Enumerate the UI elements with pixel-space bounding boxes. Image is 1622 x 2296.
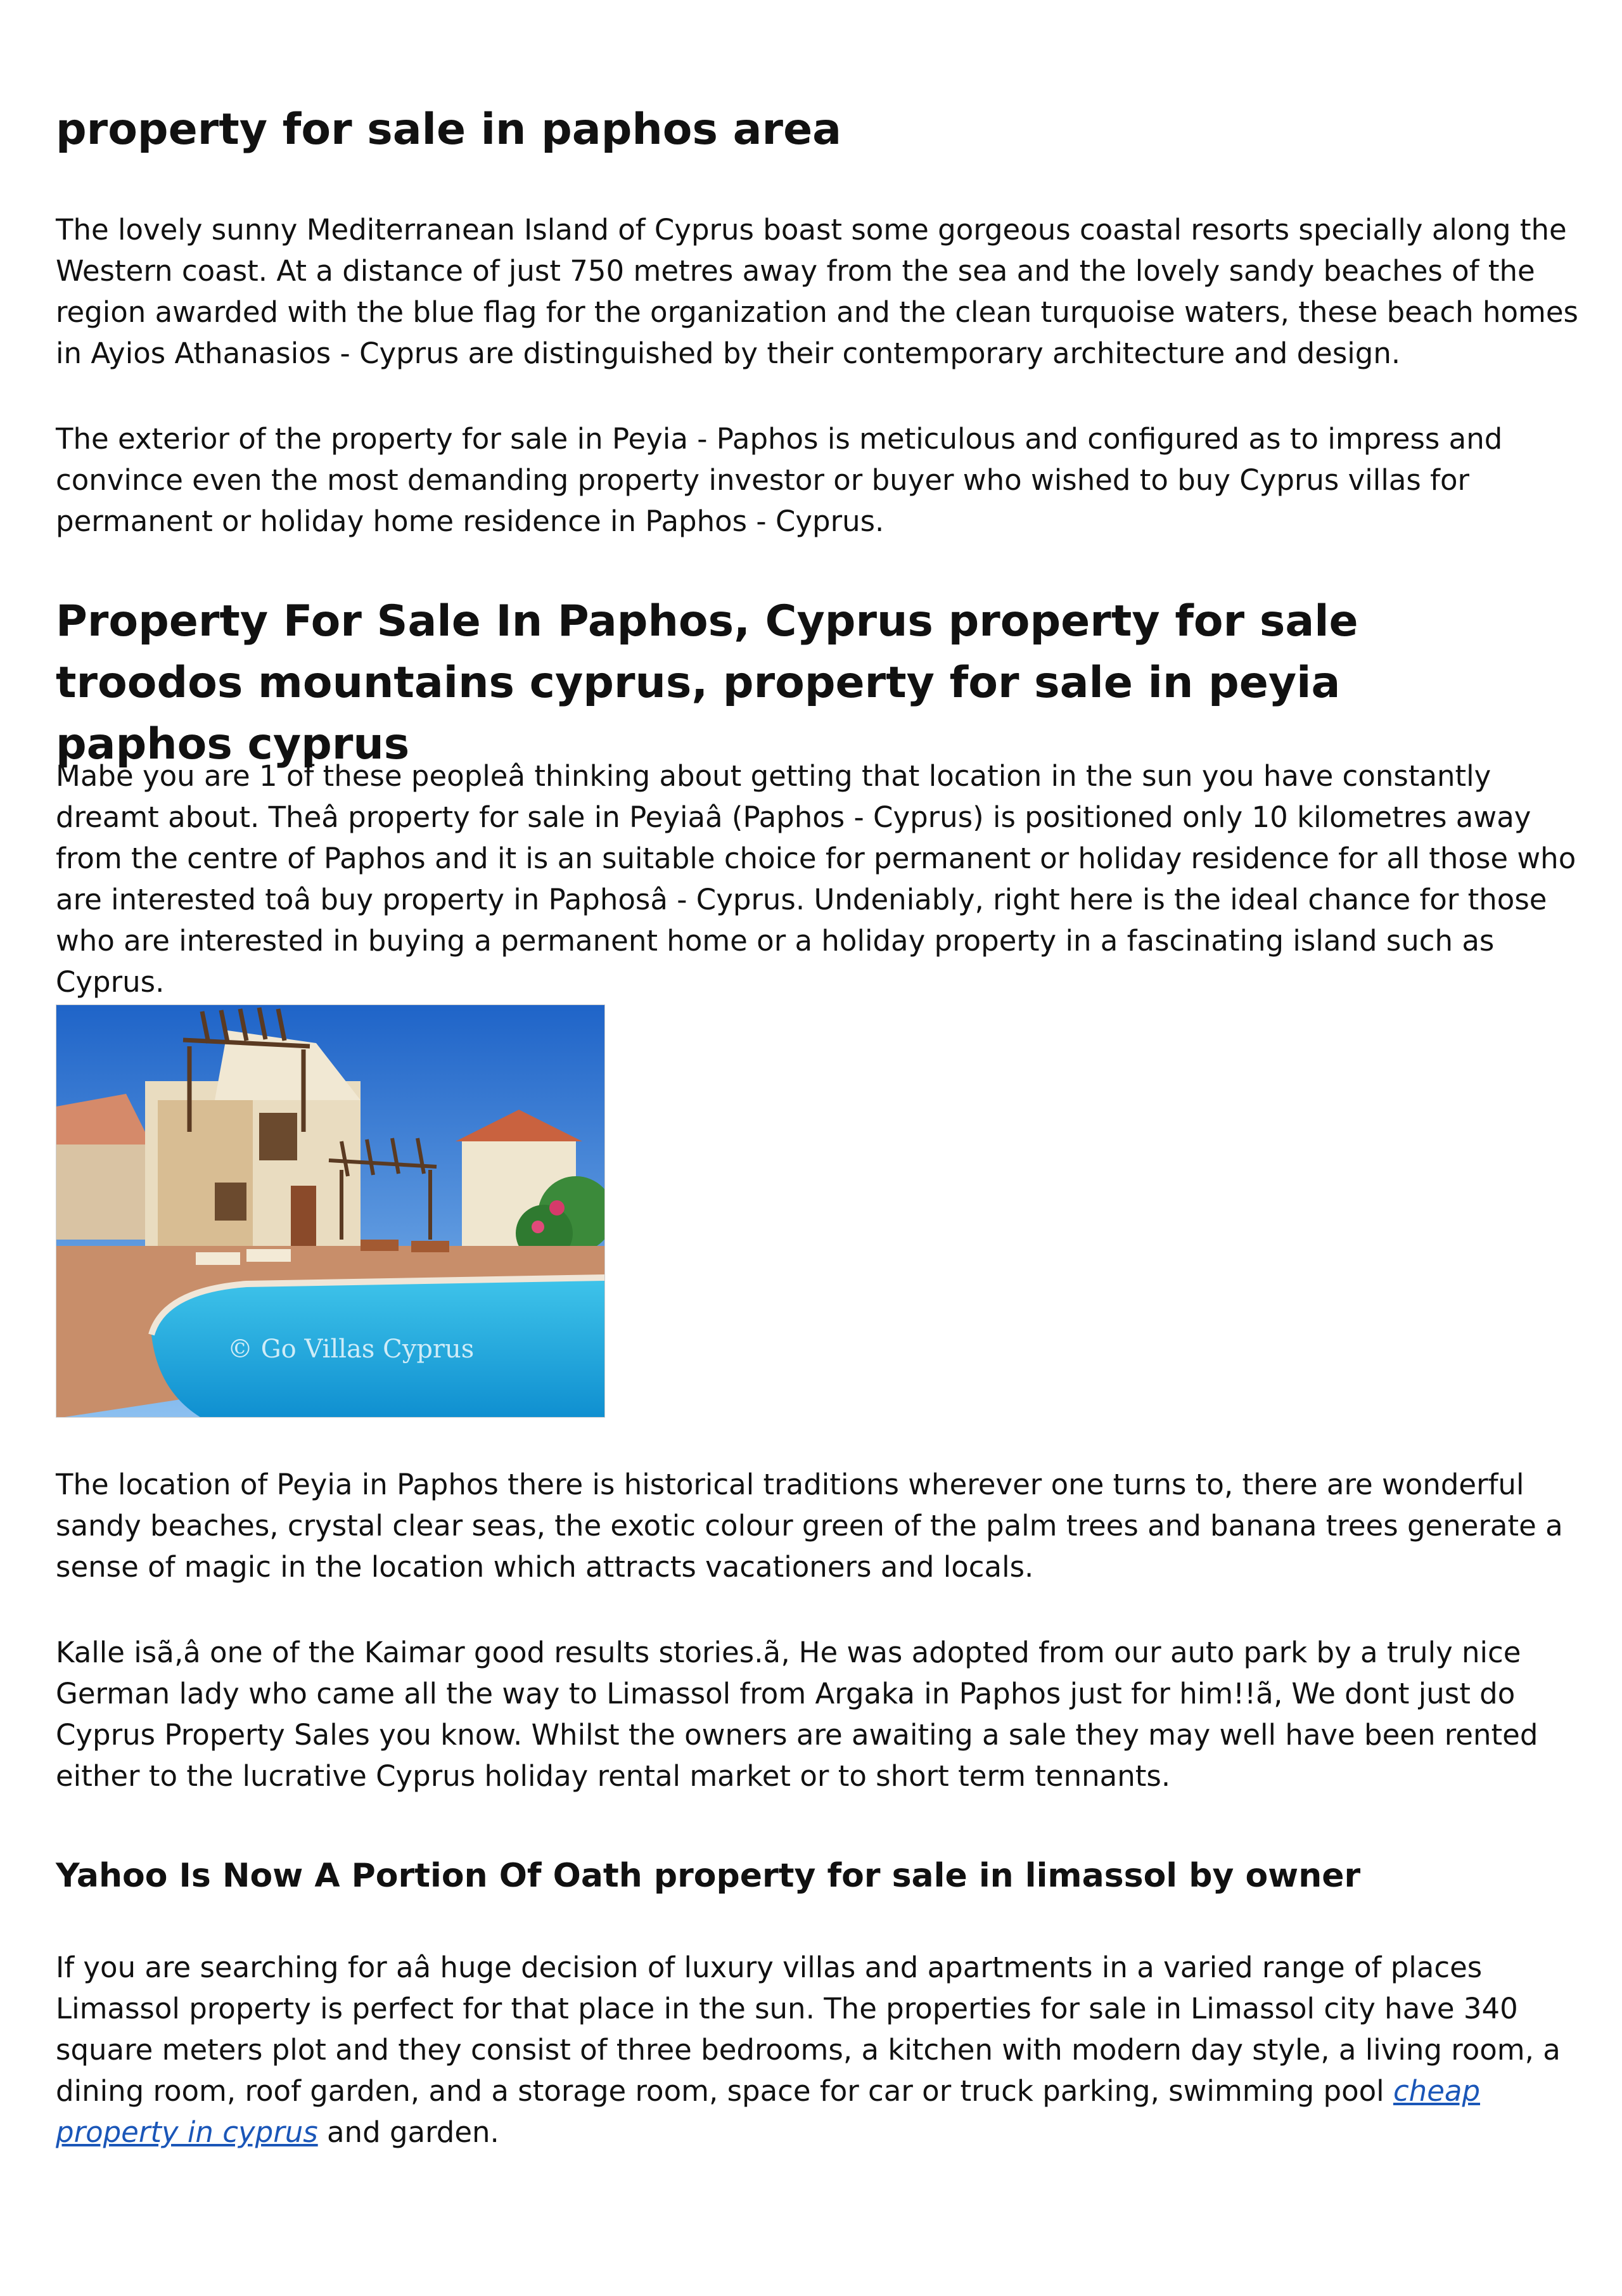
page-title: property for sale in paphos area xyxy=(56,105,842,155)
villa-pool-photo xyxy=(56,1004,605,1418)
paragraph-peyia-location: The location of Peyia in Paphos there is historical traditions wherever one turns to, there are wonderful sandy beaches, crystal clear seas, the exotic colour green of the palm trees and banana trees generate a sense of magic in the location which attracts vacationers and locals. xyxy=(56,1468,1563,1584)
paragraph-kalle: Kalle isã‚â one of the Kaimar good results stories.ã‚ He was adopted from our auto park by a truly nice German lady who came all the way to Limassol from Argaka in Paphos just for him!!ã‚ We dont just do Cyprus Property Sales you know. Whilst the owners are awaiting a sale they may well have been rented either to the lucrative Cyprus holiday rental market or to short term tennants. xyxy=(56,1636,1538,1793)
paragraph-exterior: The exterior of the property for sale in Peyia - Paphos is meticulous and configured as to impress and convince even the most demanding property investor or buyer who wished to buy Cyprus villas for permanent or holiday home residence in Paphos - Cyprus. xyxy=(56,422,1503,538)
paragraph-limassol-tail: and garden. xyxy=(317,2115,499,2149)
section-heading-limassol: Yahoo Is Now A Portion Of Oath property for sale in limassol by owner xyxy=(56,1857,1361,1895)
cheap-property-link[interactable]: cheap property in cyprus xyxy=(56,2074,1481,2149)
photo-watermark: © Go Villas Cyprus xyxy=(227,1335,475,1364)
paragraph-limassol-text: If you are searching for aâ huge decision of luxury villas and apartments in a varied range of places Limassol property is perfect for that place in the sun. The properties for sale in Limassol city have 340 square meters plot and they consist of three bedrooms, a kitchen with modern day style, a living room, a dining room, roof garden, and a storage room, space for car or truck parking, swimming pool xyxy=(56,1951,1561,2108)
paragraph-limassol xyxy=(56,1947,1589,2153)
paragraph-intro: The lovely sunny Mediterranean Island of Cyprus boast some gorgeous coastal resorts specially along the Western coast. At a distance of just 750 metres away from the sea and the lovely sandy beaches of the region awarded with the blue flag for the organization and the clean turquoise waters, these beach homes in Ayios Athanasios - Cyprus are distinguished by their contemporary architecture and design. xyxy=(56,213,1578,370)
section-heading-paphos: Property For Sale In Paphos, Cyprus property for sale troodos mountains cyprus, property for sale in peyia paphos cyprus xyxy=(56,596,1358,769)
paragraph-peyia: Mabe you are 1 of these peopleâ thinking about getting that location in the sun you have constantly dreamt about. Theâ property for sale in Peyiaâ (Paphos - Cyprus) is positioned only 10 kilometres away from the centre of Paphos and it is an suitable choice for permanent or holiday residence for all those who are interested toâ buy property in Paphosâ - Cyprus. Undeniably, right here is the ideal chance for those who are interested in buying a permanent home or a holiday property in a fascinating island such as Cyprus. xyxy=(56,759,1576,999)
